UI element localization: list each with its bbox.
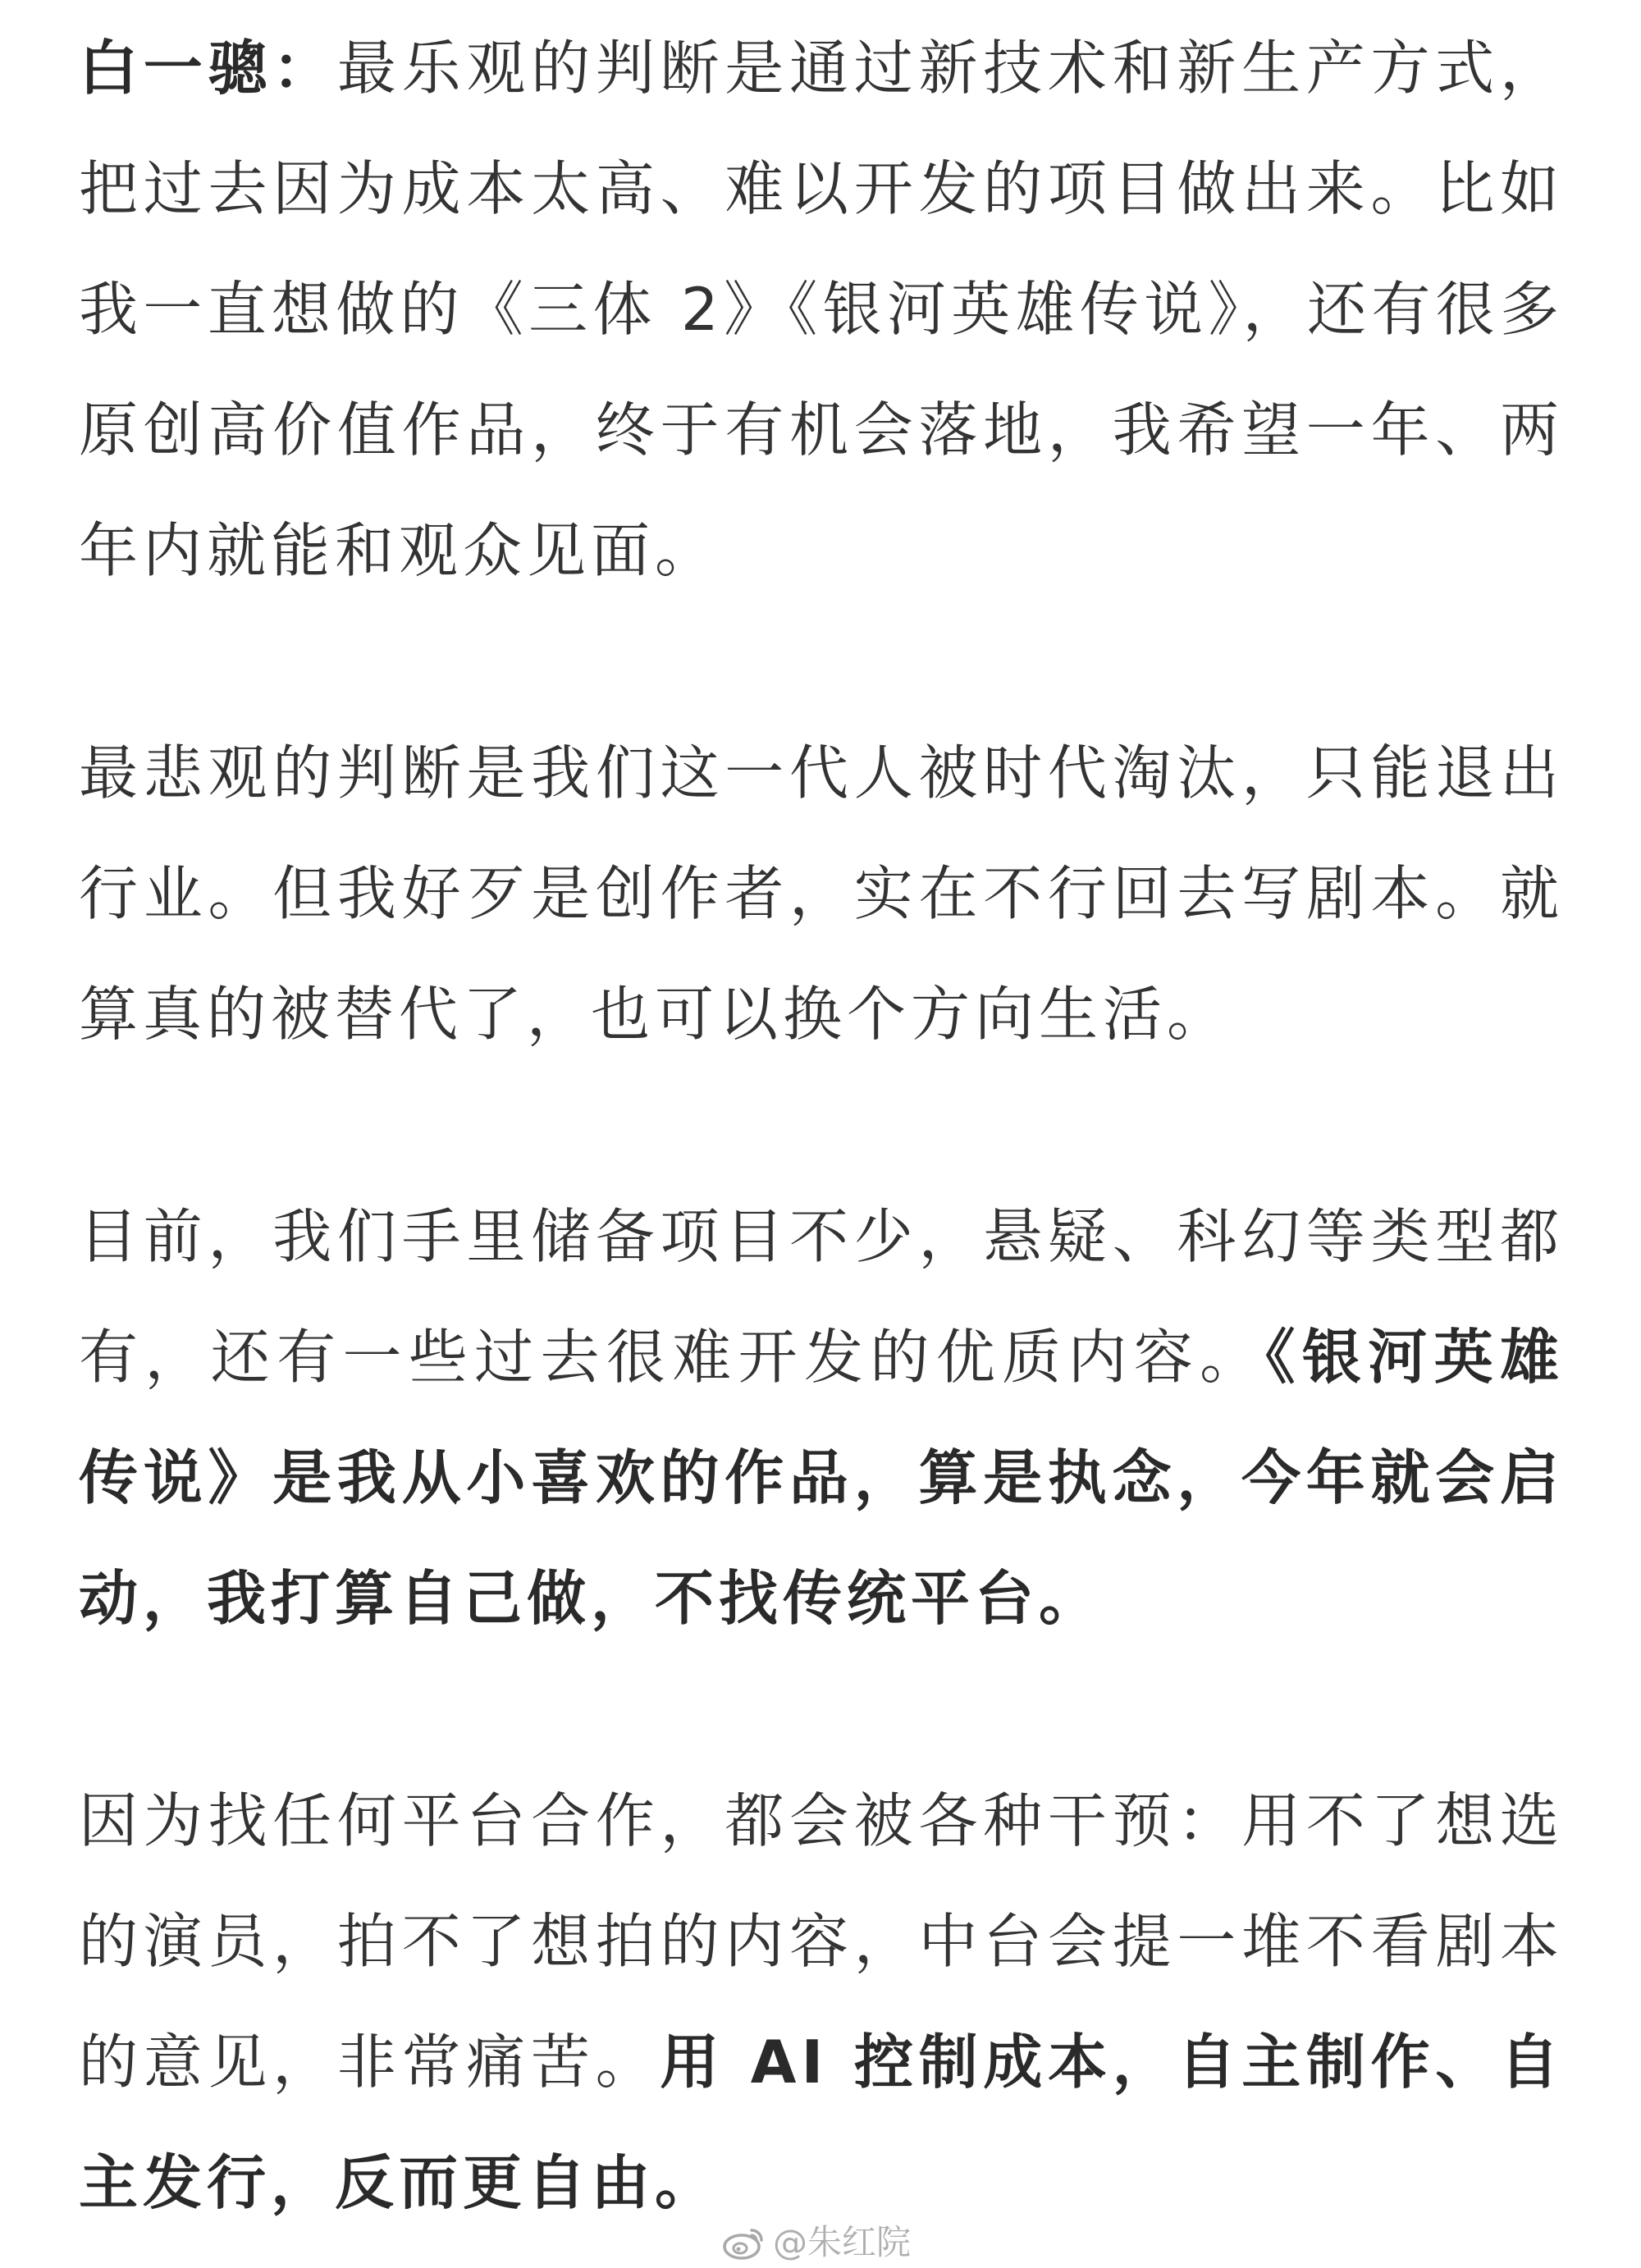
paragraph-4 xyxy=(79,1761,1564,2243)
paragraph-2 xyxy=(79,713,1564,1075)
paragraph-2-text: 最悲观的判断是我们这一代人被时代淘汰，只能退出行业。但我好歹是创作者，实在不行回去写剧本。就算真的被替代了，也可以换个方向生活。 xyxy=(79,738,1564,1049)
article-body xyxy=(79,8,1564,2243)
weibo-icon xyxy=(722,2224,766,2261)
paragraph-3-text: 目前，我们手里储备项目不少，悬疑、科幻等类型都有，还有一些过去很难开发的优质内容。 xyxy=(79,1202,1564,1392)
paragraph-4-bold-text: 用 AI 控制成本，自主制作、自主发行，反而更自由。 xyxy=(79,2028,1564,2217)
paragraph-1 xyxy=(79,8,1564,611)
paragraph-1-text: 最乐观的判断是通过新技术和新生产方式，把过去因为成本太高、难以开发的项目做出来。比如我一直想做的《三体 2》《银河英雄传说》，还有很多原创高价值作品，终于有机会落地，我希望一年、两年内就能和观众见面。 xyxy=(79,34,1564,585)
watermark xyxy=(722,2220,911,2266)
paragraph-3 xyxy=(79,1177,1564,1659)
watermark-text: @朱红院 xyxy=(773,2222,912,2262)
paragraph-3-bold-text: 《银河英雄传说》是我从小喜欢的作品，算是执念，今年就会启动，我打算自己做，不找传统平台。 xyxy=(79,1323,1564,1633)
speaker-name: 白一骢： xyxy=(79,34,337,103)
paragraph-4-text: 因为找任何平台合作，都会被各种干预：用不了想选的演员，拍不了想拍的内容，中台会提一堆不看剧本的意见，非常痛苦。 xyxy=(79,1786,1564,2097)
